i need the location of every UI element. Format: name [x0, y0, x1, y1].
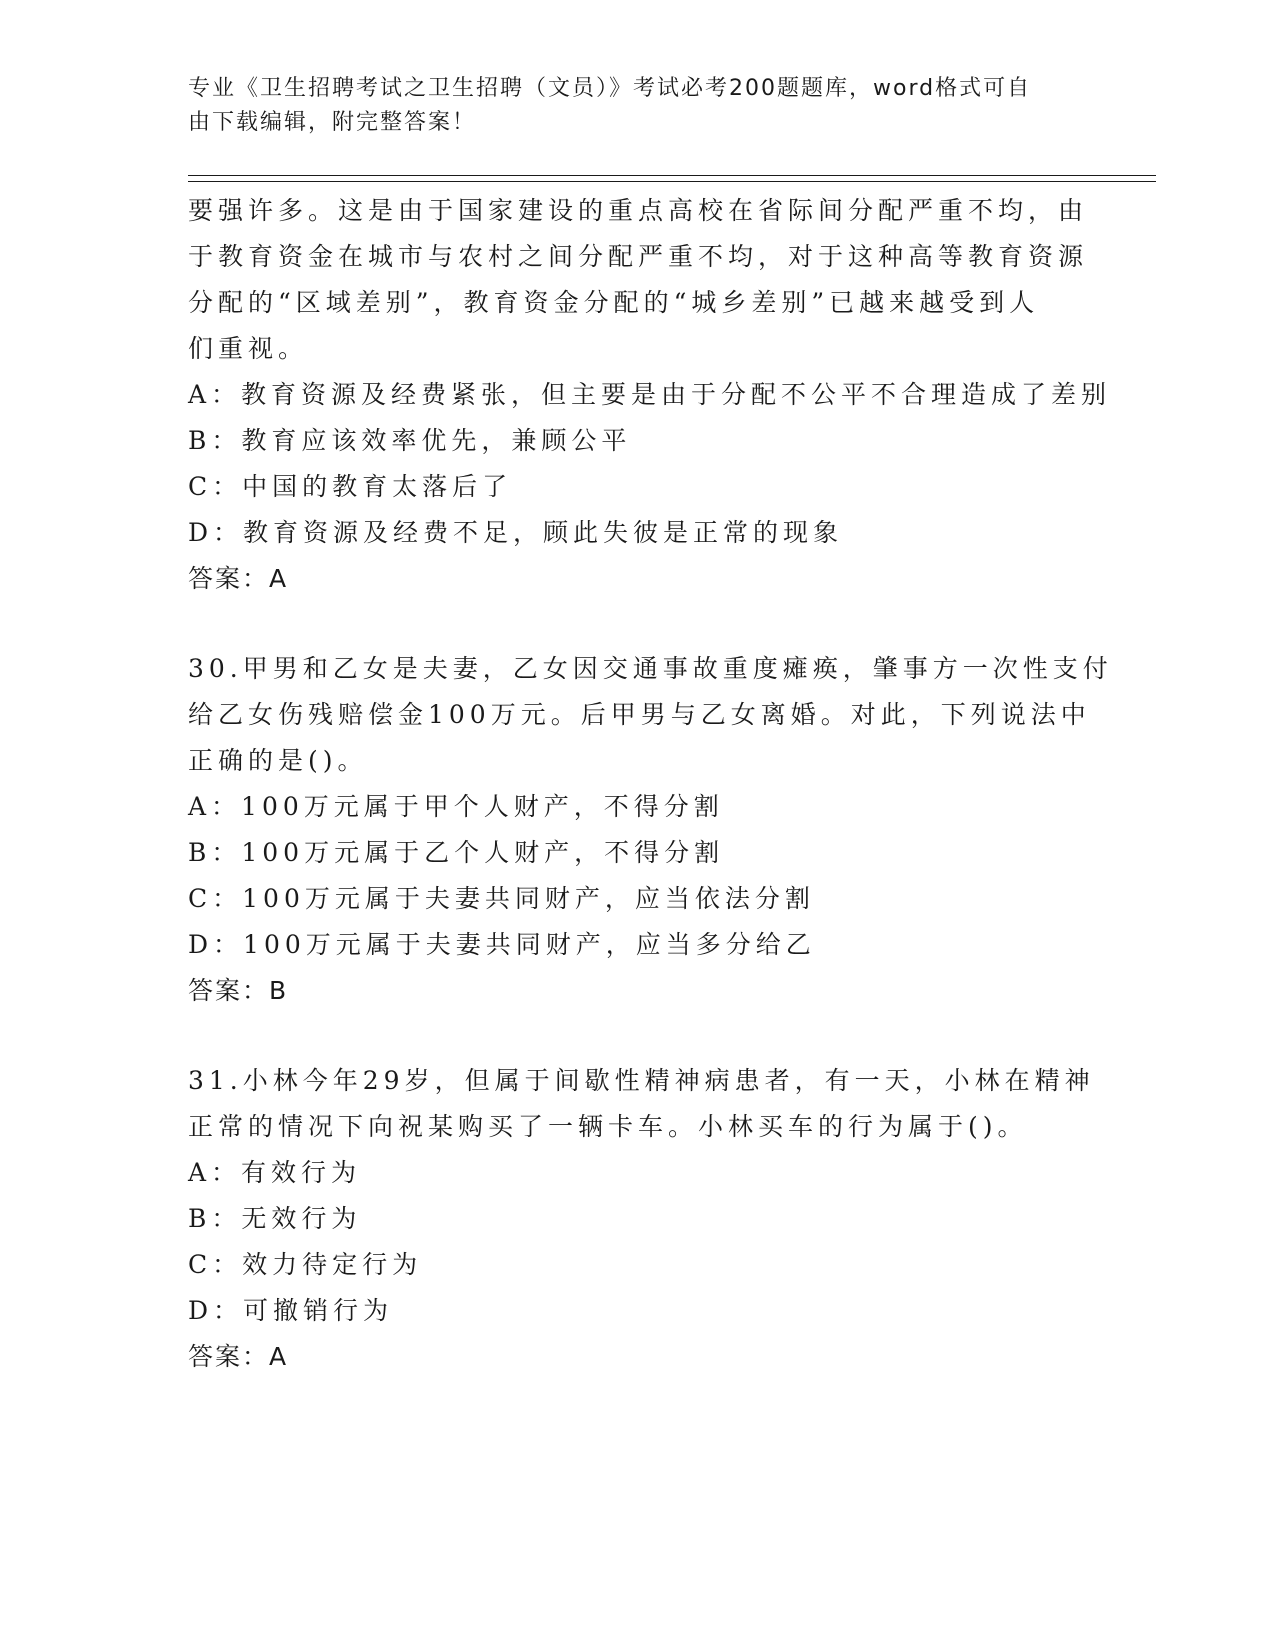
header-title-line-2: 由下载编辑，附完整答案！: [188, 110, 477, 135]
answer-line: 答案：B: [188, 976, 289, 1005]
option-b: B：无效行为: [188, 1204, 362, 1233]
option-c: C：中国的教育太落后了: [188, 472, 513, 501]
header-title-line-1: 专业《卫生招聘考试之卫生招聘（文员）》考试必考200题题库，word格式可自: [188, 76, 1032, 101]
question-29: [188, 188, 1112, 602]
option-d: D：教育资源及经费不足，顾此失彼是正常的现象: [188, 518, 844, 547]
option-b: B：教育应该效率优先，兼顾公平: [188, 426, 632, 455]
question-30: [188, 646, 1113, 1014]
document-header: [188, 72, 1068, 140]
question-31: [188, 1058, 1095, 1380]
question-spacer: [188, 1014, 1088, 1058]
question-stem-line: 给乙女伤残赔偿金100万元。后甲男与乙女离婚。对此，下列说法中: [188, 700, 1091, 729]
option-a: A：教育资源及经费紧张，但主要是由于分配不公平不合理造成了差别: [188, 380, 1112, 409]
option-d: D：可撤销行为: [188, 1296, 394, 1325]
option-a: A：100万元属于甲个人财产，不得分割: [188, 792, 724, 821]
option-c: C：效力待定行为: [188, 1250, 423, 1279]
header-rule-top: [188, 175, 1156, 176]
answer-line: 答案：A: [188, 564, 289, 593]
option-a: A：有效行为: [188, 1158, 362, 1187]
question-stem-line: 于教育资金在城市与农村之间分配严重不均，对于这种高等教育资源: [188, 242, 1089, 271]
question-stem-line: 们重视。: [188, 334, 309, 363]
option-b: B：100万元属于乙个人财产，不得分割: [188, 838, 725, 867]
question-stem-line: 30.甲男和乙女是夫妻，乙女因交通事故重度瘫痪，肇事方一次性支付: [188, 654, 1113, 683]
question-stem-line: 要强许多。这是由于国家建设的重点高校在省际间分配严重不均，由: [188, 196, 1089, 225]
header-rule-bottom: [188, 181, 1156, 182]
question-stem-line: 31.小林今年29岁，但属于间歇性精神病患者，有一天，小林在精神: [188, 1066, 1095, 1095]
question-stem-line: 正确的是()。: [188, 746, 368, 775]
question-stem-line: 正常的情况下向祝某购买了一辆卡车。小林买车的行为属于()。: [188, 1112, 1028, 1141]
question-spacer: [188, 602, 1088, 646]
option-c: C：100万元属于夫妻共同财产，应当依法分割: [188, 884, 815, 913]
question-stem-line: 分配的“区域差别”，教育资金分配的“城乡差别”已越来越受到人: [188, 288, 1040, 317]
option-d: D：100万元属于夫妻共同财产，应当多分给乙: [188, 930, 816, 959]
answer-line: 答案：A: [188, 1342, 289, 1371]
question-list: [188, 188, 1113, 1380]
